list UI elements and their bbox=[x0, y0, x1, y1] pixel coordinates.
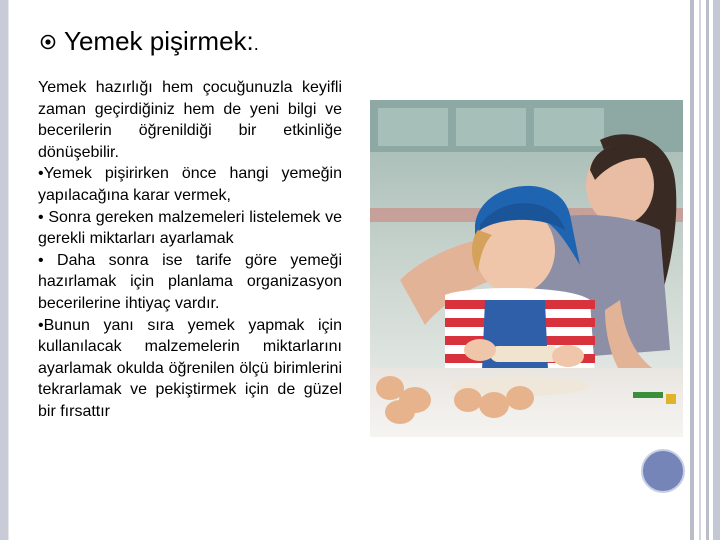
right-rail-2 bbox=[699, 0, 701, 540]
right-rail-4 bbox=[713, 0, 720, 540]
right-rail-1 bbox=[690, 0, 694, 540]
decorative-circle bbox=[641, 449, 685, 493]
right-rail-3 bbox=[706, 0, 709, 540]
left-border bbox=[0, 0, 8, 540]
body-text bbox=[38, 77, 342, 423]
slide-title-suffix: . bbox=[253, 34, 259, 54]
paragraph-intro: Yemek hazırlığı hem çocuğunuzla keyifli zaman geçirdiğiniz hem de yeni bilgi ve becerilerin öğrenildiği bir etkinliğe dönüşebilir. bbox=[38, 79, 342, 161]
left-border-highlight bbox=[8, 0, 9, 540]
paragraph-bullet-2: • Sonra gereken malzemeleri listelemek ve gerekli miktarları ayarlamak bbox=[38, 208, 342, 248]
cooking-photo bbox=[370, 100, 683, 437]
paragraph-bullet-1: •Yemek pişirirken önce hangi yemeğin yapılacağına karar vermek, bbox=[38, 165, 342, 204]
paragraph-bullet-4: •Bunun yanı sıra yemek yapmak için kullanılacak malzemelerin miktarlarını ayarlamak okulda öğrenilen ölçü birimlerini tekrarlamak ve pekiştirmek için de güzel bir fırsattır bbox=[38, 316, 342, 420]
slide-title-text: Yemek pişirmek: bbox=[64, 26, 254, 56]
paragraph-bullet-3: • Daha sonra ise tarife göre yemeği hazırlamak için planlama organizasyon becerilerine ihtiyaç vardır. bbox=[38, 251, 342, 312]
slide-title bbox=[64, 26, 259, 57]
slide-title-row bbox=[40, 26, 259, 57]
target-bullet-icon bbox=[40, 34, 56, 50]
